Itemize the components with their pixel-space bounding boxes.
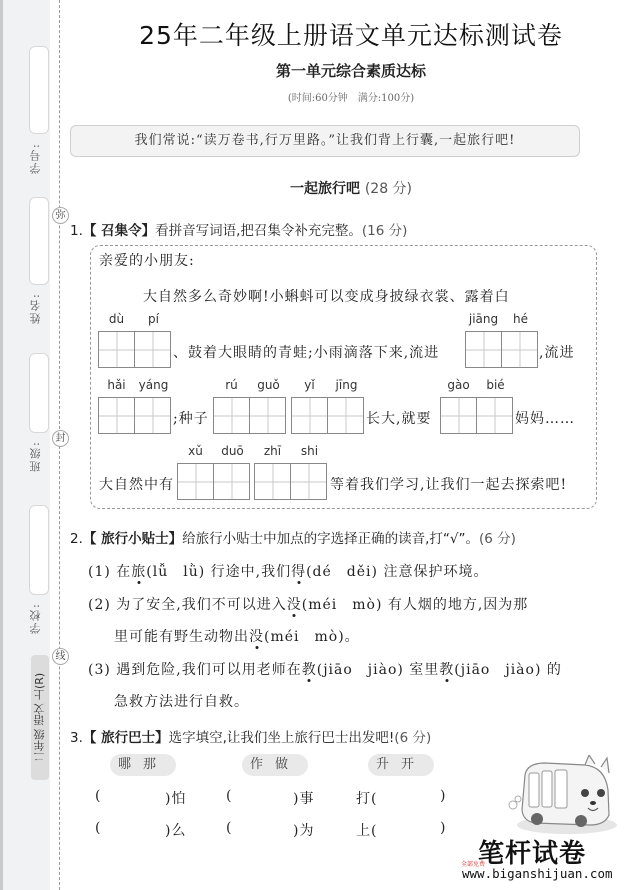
q2-text: (3) 遇到危险,我们可以用老师在	[88, 662, 302, 678]
page-subtitle: 第一单元综合素质达标	[275, 62, 426, 80]
class-label: 班级:	[29, 440, 42, 472]
q2-item-3-cont: 急救方法进行自救。	[114, 694, 249, 710]
pinyin-he: hé	[513, 312, 528, 326]
section-title: 一起旅行吧	[289, 181, 360, 197]
pinyin-shi: shi	[300, 444, 319, 458]
intro-banner: 我们常说:“读万卷书,行万里路。”让我们背上行囊,一起旅行吧!	[70, 125, 580, 157]
seal-char-mi: 弥	[52, 207, 69, 224]
question-2-heading	[70, 527, 516, 547]
blank-close-text: )么	[165, 823, 187, 839]
section-heading	[70, 178, 632, 198]
school-field[interactable]	[29, 505, 49, 595]
pinyin-bie: bié	[486, 378, 505, 392]
blank-open-text: 打(	[356, 791, 378, 807]
writing-grid[interactable]	[134, 331, 171, 368]
q2-text: (2) 为了安全,我们不可以进入	[88, 597, 287, 613]
question-points: (16 分)	[361, 223, 408, 239]
letter-line-2: 、鼓着大眼睛的青蛙;小雨滴落下来,流进	[173, 345, 440, 361]
letter-line-3c: 妈妈……	[515, 411, 575, 427]
option-pill-zuo: 作做	[242, 754, 308, 776]
dotted-char: 没	[286, 597, 302, 613]
blank-close-text: )怕	[165, 791, 187, 807]
pinyin-yi: yǐ	[304, 378, 315, 392]
q2-text: (1) 在	[88, 564, 132, 580]
grade-subject-tag: 二年级 语文 上(R)	[31, 655, 49, 780]
writing-grid[interactable]	[98, 331, 135, 368]
writing-grid[interactable]	[213, 463, 250, 500]
q2-item-2-cont	[114, 626, 360, 646]
fill-blank[interactable]	[232, 816, 290, 838]
writing-grid[interactable]	[98, 397, 135, 434]
letter-line-3b: 长大,就要	[366, 411, 432, 427]
blank-close-text: )为	[293, 823, 315, 839]
q2-text: 里可能有野生动物出	[114, 629, 249, 645]
letter-box	[90, 245, 597, 509]
pronunciation-options[interactable]: (lǚ lǜ) 行途中,我们	[146, 564, 292, 580]
pinyin-zhi: zhī	[263, 444, 282, 458]
writing-grid[interactable]	[254, 463, 291, 500]
pinyin-yang: yáng	[138, 378, 169, 392]
dotted-char: 得	[291, 564, 307, 580]
pinyin-ru: rú	[225, 378, 238, 392]
option-pill-sheng: 升开	[368, 754, 434, 776]
pinyin-guo: guǒ	[257, 378, 280, 392]
blank-close: )	[440, 820, 447, 836]
blank-open: (	[95, 820, 102, 836]
pinyin-pi: pí	[148, 312, 159, 326]
fill-blank[interactable]	[378, 784, 438, 806]
question-number: 1.	[70, 223, 83, 239]
letter-line-2-end: ,流进	[539, 345, 575, 361]
brand-free-badge: 全部免费	[461, 861, 486, 868]
writing-grid[interactable]	[501, 331, 538, 368]
question-instruction: 看拼音写词语,把召集令补充完整。	[155, 223, 362, 239]
option-pill-na: 哪那	[110, 754, 176, 776]
writing-grid[interactable]	[177, 463, 214, 500]
dotted-char: 教	[301, 662, 317, 678]
question-number: 2.	[70, 531, 83, 547]
question-tag: 【 旅行小贴士】	[82, 531, 183, 547]
writing-grid[interactable]	[213, 397, 250, 434]
exam-meta: (时间:60分钟 满分:100分)	[287, 93, 415, 104]
q2-item-3	[88, 659, 562, 679]
pinyin-xu: xǔ	[188, 444, 203, 458]
brand-logo-text: 笔杆试卷	[478, 839, 587, 869]
question-points: (6 分)	[394, 730, 432, 746]
q2-item-1	[88, 561, 488, 581]
bus-mascot-illustration	[505, 755, 620, 835]
question-instruction: 给旅行小贴士中加点的字选择正确的读音,打“√”。	[182, 531, 479, 547]
writing-grid[interactable]	[290, 463, 327, 500]
pronunciation-options[interactable]: (jiāo jiào) 的	[454, 662, 562, 678]
writing-grid[interactable]	[465, 331, 502, 368]
question-points: (6 分)	[478, 531, 516, 547]
blank-open-text: 上(	[356, 823, 378, 839]
dotted-char: 旅	[131, 564, 147, 580]
fill-blank[interactable]	[100, 784, 160, 806]
class-field[interactable]	[29, 353, 49, 433]
letter-line-4a: 大自然中有	[99, 477, 174, 493]
pinyin-du: dù	[108, 312, 125, 326]
name-field[interactable]	[29, 197, 49, 285]
question-3-heading	[70, 726, 431, 746]
letter-line-4b: 等着我们学习,让我们一起去探索吧!	[330, 477, 568, 493]
question-tag: 【 召集令】	[82, 223, 156, 239]
blank-open: (	[226, 788, 233, 804]
question-tag: 【 旅行巴士】	[82, 730, 169, 746]
dotted-char: 没	[249, 629, 264, 645]
writing-grid[interactable]	[134, 397, 171, 434]
writing-grid[interactable]	[440, 397, 477, 434]
dotted-char: 教	[439, 662, 455, 678]
section-points: (28 分)	[364, 181, 413, 197]
blank-open: (	[95, 788, 102, 804]
brand-url[interactable]: www.biganshijuan.com	[462, 866, 613, 881]
school-label: 学校:	[29, 602, 42, 634]
fill-blank[interactable]	[378, 816, 438, 838]
seal-char-xian: 线	[52, 648, 69, 665]
question-1-heading	[70, 219, 407, 239]
letter-greeting: 亲爱的小朋友:	[99, 253, 195, 269]
blank-open: (	[226, 820, 233, 836]
pinyin-jiang: jiāng	[468, 312, 499, 326]
page-title: 25年二年级上册语文单元达标测试卷	[139, 21, 563, 50]
writing-grid[interactable]	[291, 397, 328, 434]
student-number-field[interactable]	[29, 46, 49, 134]
letter-line-3a: ;种子	[173, 411, 209, 427]
name-label: 姓名:	[29, 292, 42, 324]
fill-blank[interactable]	[100, 816, 160, 838]
question-number: 3.	[70, 730, 83, 746]
writing-grid[interactable]	[476, 397, 513, 434]
blank-close-text: )事	[293, 791, 315, 807]
pronunciation-options[interactable]: (méi mò)。	[264, 629, 360, 645]
writing-grid[interactable]	[249, 397, 286, 434]
pronunciation-options[interactable]: (méi mò) 有人烟的地方,因为那	[301, 597, 529, 613]
pinyin-gao: gào	[447, 378, 470, 392]
pinyin-jing: jīng	[335, 378, 358, 392]
student-number-label: 学号:	[29, 142, 42, 174]
pronunciation-options[interactable]: (dé děi) 注意保护环境。	[306, 564, 489, 580]
question-instruction: 选字填空,让我们坐上旅行巴士出发吧!	[168, 730, 395, 746]
pinyin-duo: duō	[221, 444, 244, 458]
pronunciation-options[interactable]: (jiāo jiào) 室里	[316, 662, 440, 678]
pinyin-hai: hǎi	[107, 378, 126, 392]
blank-close: )	[440, 788, 447, 804]
q2-item-2	[88, 594, 528, 614]
seal-char-feng: 封	[52, 430, 69, 447]
letter-line-1: 大自然多么奇妙啊!小蝌蚪可以变成身披绿衣裳、露着白	[143, 289, 510, 305]
writing-grid[interactable]	[327, 397, 364, 434]
fill-blank[interactable]	[232, 784, 290, 806]
